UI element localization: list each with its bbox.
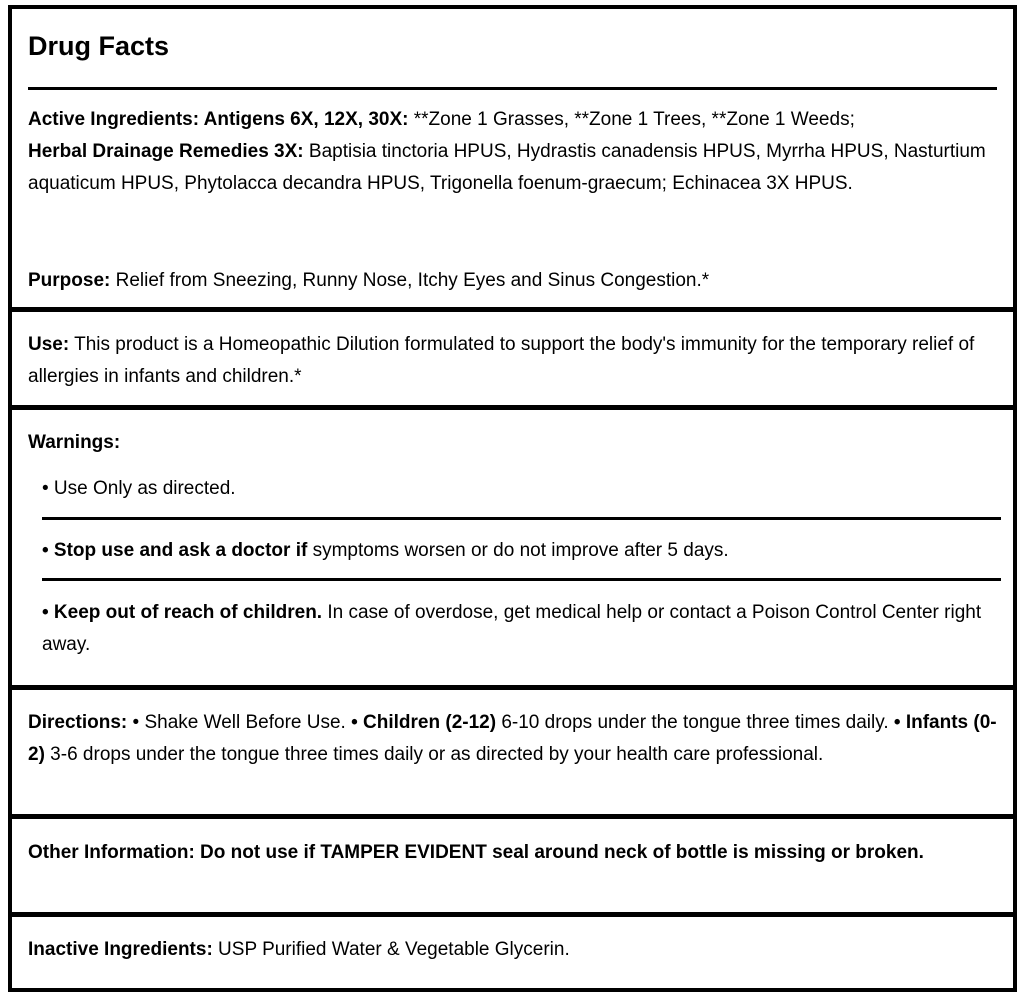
page-title: Drug Facts bbox=[28, 31, 170, 61]
purpose-label: Purpose: bbox=[28, 270, 111, 291]
warnings-heading bbox=[28, 427, 1001, 459]
other-information bbox=[28, 837, 1001, 869]
other-information-text: Other Information: Do not use if TAMPER EVIDENT seal around neck of bottle is missing or broken. bbox=[28, 842, 924, 863]
infants-label: • Infants (0-2) bbox=[28, 712, 997, 765]
use-label: Use: bbox=[28, 334, 70, 355]
drug-facts-panel bbox=[8, 5, 1017, 992]
warning-item-text: In case of overdose, get medical help or contact a Poison Control Center right away. bbox=[42, 602, 982, 655]
antigens-list: **Zone 1 Grasses, **Zone 1 Trees, **Zone 1 Weeds; bbox=[408, 109, 855, 130]
active-ingredients-label: Active Ingredients: Antigens 6X, 12X, 30X: bbox=[28, 109, 409, 130]
use bbox=[28, 329, 1001, 393]
title-divider bbox=[28, 87, 997, 90]
purpose-text: Relief from Sneezing, Runny Nose, Itchy Eyes and Sinus Congestion.* bbox=[110, 270, 710, 291]
infants-text: 3-6 drops under the tongue three times daily or as directed by your health care professional. bbox=[44, 744, 824, 765]
inactive-ingredients-label: Inactive Ingredients: bbox=[28, 939, 213, 960]
herbal-remedies-list: Baptisia tinctoria HPUS, Hydrastis canadensis HPUS, Myrrha HPUS, Nasturtium aquaticum HPUS, Phytolacca decandra HPUS, Trigonella foenum-graecum; Echinacea 3X HPUS. bbox=[28, 141, 986, 194]
directions bbox=[28, 707, 1001, 771]
section-divider bbox=[12, 814, 1013, 819]
warning-item-label: • Stop use and ask a doctor if bbox=[42, 540, 308, 561]
directions-label: Directions: bbox=[28, 712, 128, 733]
active-ingredients bbox=[28, 104, 1001, 200]
children-text: 6-10 drops under the tongue three times daily. bbox=[496, 712, 894, 733]
warning-item-label: • Keep out of reach of children. bbox=[42, 602, 323, 623]
warning-item bbox=[42, 535, 1001, 567]
warning-item: • Use Only as directed. bbox=[42, 478, 236, 499]
section-divider bbox=[12, 685, 1013, 690]
section-divider bbox=[12, 405, 1013, 410]
warning-item bbox=[42, 597, 1001, 661]
section-divider bbox=[12, 912, 1013, 917]
children-label: • Children (2-12) bbox=[351, 712, 497, 733]
warning-divider bbox=[42, 578, 1001, 581]
warning-item-text: symptoms worsen or do not improve after 5 days. bbox=[307, 540, 729, 561]
herbal-remedies-label: Herbal Drainage Remedies 3X: bbox=[28, 141, 304, 162]
warning-divider bbox=[42, 517, 1001, 520]
section-divider bbox=[12, 307, 1013, 312]
directions-text: • Shake Well Before Use. bbox=[127, 712, 352, 733]
inactive-ingredients-text: USP Purified Water & Vegetable Glycerin. bbox=[212, 939, 570, 960]
inactive-ingredients bbox=[28, 934, 1001, 966]
purpose bbox=[28, 265, 1001, 297]
warnings-label: Warnings: bbox=[28, 432, 121, 453]
use-text: This product is a Homeopathic Dilution formulated to support the body's immunity for the temporary relief of allergies in infants and children.* bbox=[28, 334, 975, 387]
